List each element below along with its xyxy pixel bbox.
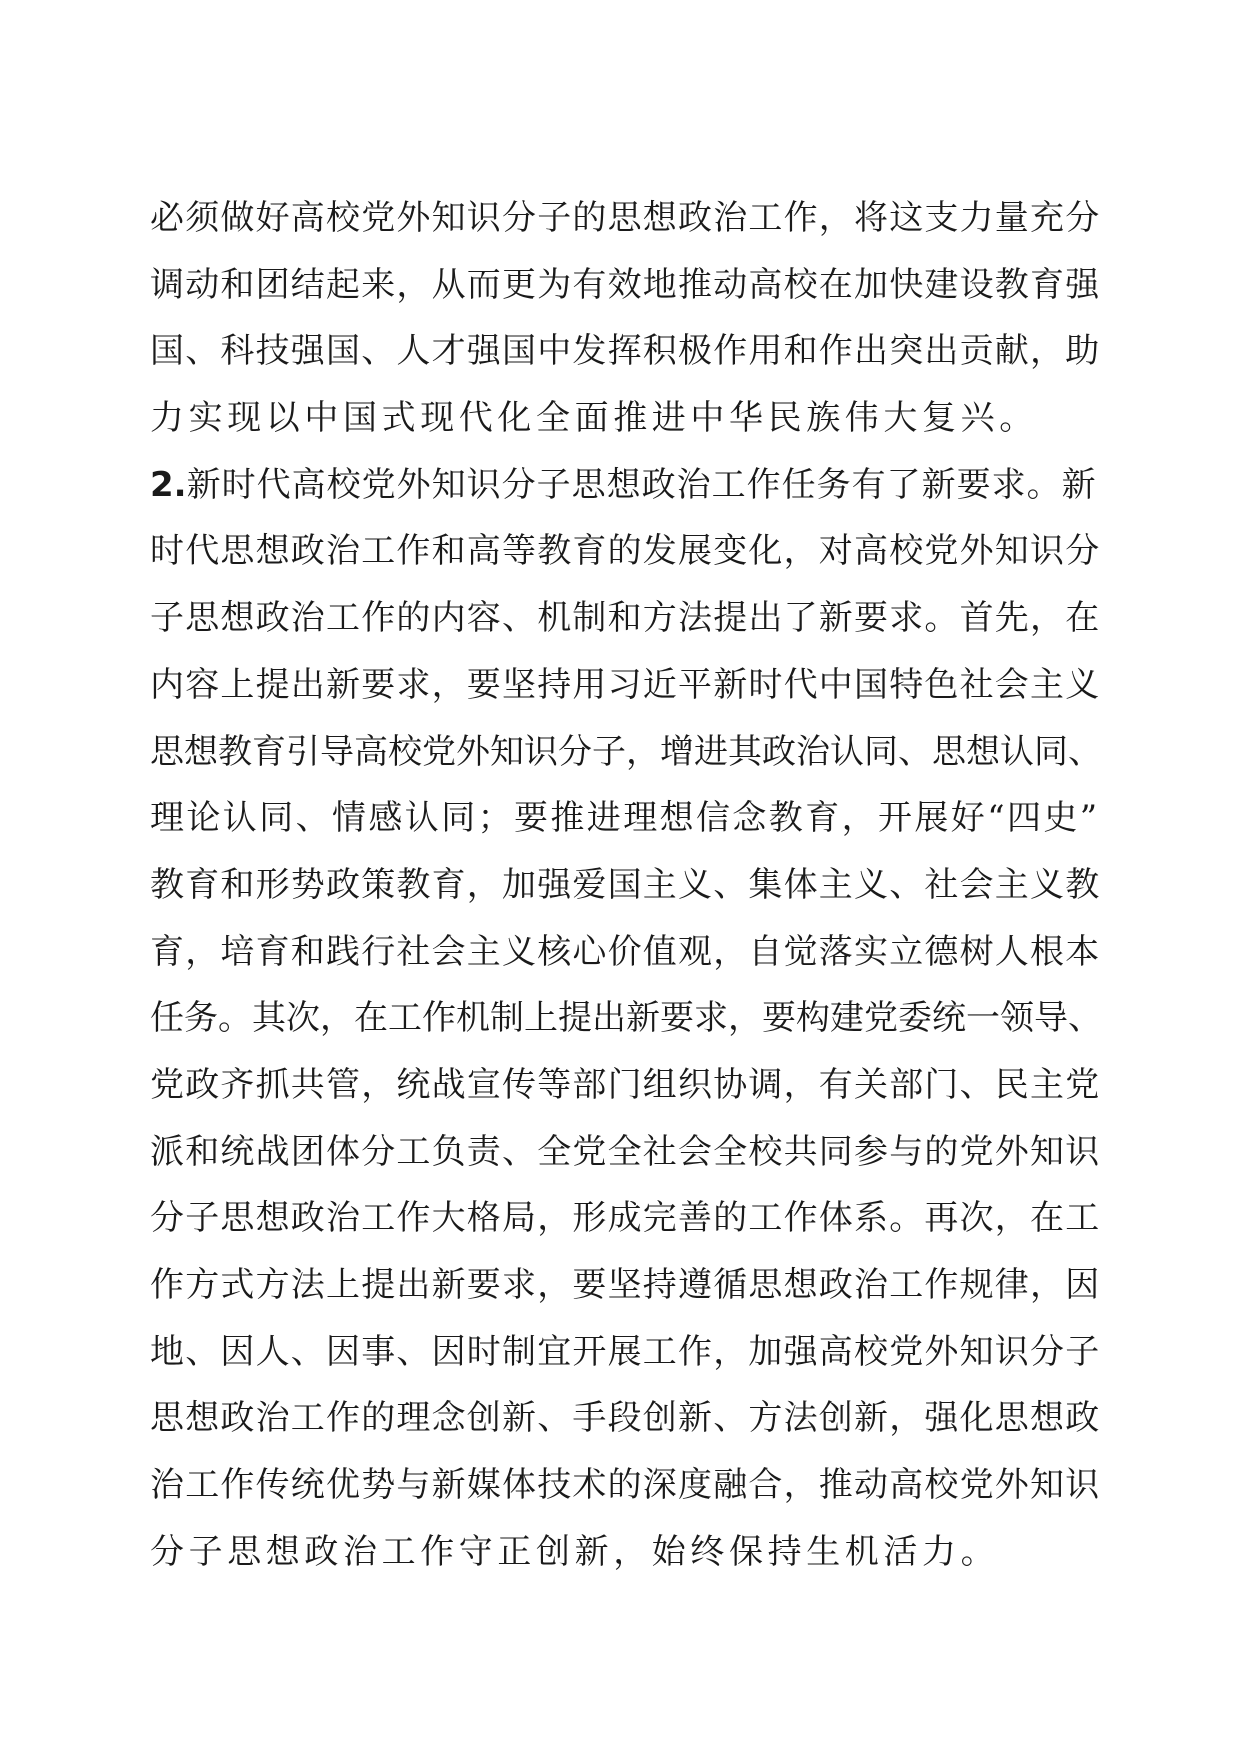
text-line: 子思想政治工作的内容、机制和方法提出了新要求。首先，在 bbox=[150, 598, 1101, 639]
section-number: 2. bbox=[150, 464, 187, 505]
text-line: 理论认同、情感认同；要推进理想信念教育，开展好“四史” bbox=[150, 798, 1100, 839]
text-line: 思想政治工作的理念创新、手段创新、方法创新，强化思想政 bbox=[150, 1398, 1101, 1439]
text-line: 国、科技强国、人才强国中发挥积极作用和作出突出贡献，助 bbox=[150, 331, 1101, 372]
section-text: 新时代高校党外知识分子思想政治工作任务有了新要求。新 bbox=[186, 464, 1097, 505]
text-line: 教育和形势政策教育，加强爱国主义、集体主义、社会主义教 bbox=[150, 864, 1101, 905]
text-line: 内容上提出新要求，要坚持用习近平新时代中国特色社会主义 bbox=[150, 664, 1101, 705]
text-line: 任务。其次，在工作机制上提出新要求，要构建党委统一领导、 bbox=[150, 998, 1102, 1039]
body-text bbox=[150, 185, 1102, 1585]
text-line: 治工作传统优势与新媒体技术的深度融合，推动高校党外知识 bbox=[150, 1465, 1101, 1506]
text-line: 时代思想政治工作和高等教育的发展变化，对高校党外知识分 bbox=[150, 531, 1101, 572]
text-line: 地、因人、因事、因时制宜开展工作，加强高校党外知识分子 bbox=[150, 1331, 1101, 1372]
text-line: 育，培育和践行社会主义核心价值观，自觉落实立德树人根本 bbox=[150, 931, 1101, 972]
text-line: 分子思想政治工作大格局，形成完善的工作体系。再次，在工 bbox=[150, 1198, 1101, 1239]
text-line: 必须做好高校党外知识分子的思想政治工作，将这支力量充分 bbox=[150, 198, 1101, 238]
text-line: 思想教育引导高校党外知识分子，增进其政治认同、思想认同、 bbox=[150, 731, 1102, 772]
text-line: 分子思想政治工作守正创新，始终保持生机活力。 bbox=[150, 1531, 1000, 1572]
text-line: 派和统战团体分工负责、全党全社会全校共同参与的党外知识 bbox=[150, 1131, 1101, 1172]
text-line: 调动和团结起来，从而更为有效地推动高校在加快建设教育强 bbox=[150, 264, 1101, 305]
text-line-numbered bbox=[150, 452, 1097, 519]
text-line: 力实现以中国式现代化全面推进中华民族伟大复兴。 bbox=[150, 398, 1038, 439]
text-line: 作方式方法上提出新要求，要坚持遵循思想政治工作规律，因 bbox=[150, 1265, 1101, 1305]
text-line: 党政齐抓共管，统战宣传等部门组织协调，有关部门、民主党 bbox=[150, 1064, 1101, 1105]
